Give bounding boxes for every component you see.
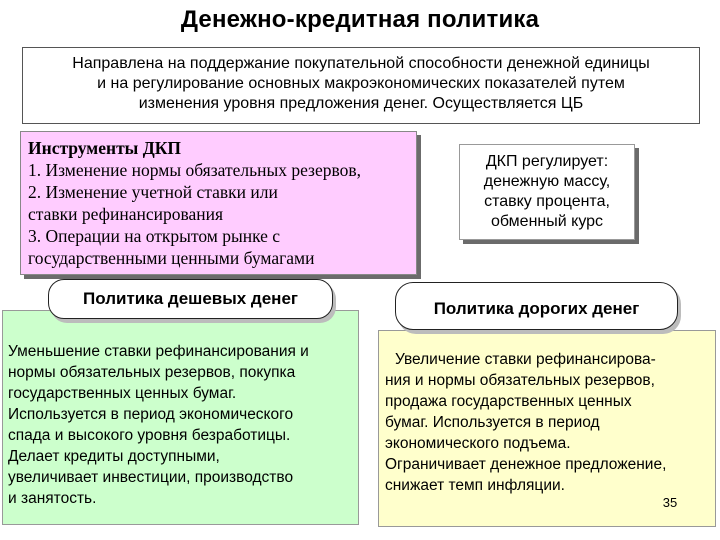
description-box xyxy=(22,47,700,124)
page-number: 35 xyxy=(662,495,678,510)
cheap-money-box xyxy=(2,310,359,525)
cheap-money-line: государственных ценных бумаг. xyxy=(8,385,237,402)
cheap-money-line: Уменьшение ставки рефинансирования и xyxy=(8,343,309,360)
instruments-heading: Инструменты ДКП xyxy=(28,138,182,158)
cheap-money-line: увеличивает инвестиции, производство xyxy=(8,469,294,486)
cheap-money-title: Политика дешевых денег xyxy=(48,279,333,319)
regulates-box xyxy=(459,144,635,240)
description-line: и на регулирование основных макроэкономических показателей путем xyxy=(97,75,625,92)
regulates-line: обменный курс xyxy=(490,213,604,230)
dear-money-line: Увеличение ставки рефинансирова- xyxy=(395,351,656,368)
regulates-line: ставку процента, xyxy=(484,193,610,210)
page-title: Денежно-кредитная политика xyxy=(180,6,540,33)
dear-money-line: бумаг. Используется в период xyxy=(385,414,600,431)
instrument-line: 2. Изменение учетной ставки или xyxy=(28,182,278,202)
regulates-line: денежную массу, xyxy=(483,173,611,190)
dear-money-line: продажа государственных ценных xyxy=(385,393,632,410)
instrument-line: 3. Операции на открытом рынке с xyxy=(28,226,281,246)
cheap-money-line: спада и высокого уровня безработицы. xyxy=(8,427,291,444)
cheap-money-line: и занятость. xyxy=(8,490,97,507)
description-line: Направлена на поддержание покупательной способности денежной единицы xyxy=(72,55,650,72)
dear-money-line: ния и нормы обязательных резервов, xyxy=(385,372,655,389)
dear-money-line: Ограничивает денежное предложение, xyxy=(385,456,667,473)
regulates-line: ДКП регулирует: xyxy=(485,153,609,170)
cheap-money-line: нормы обязательных резервов, покупка xyxy=(8,364,296,381)
instrument-line: государственными ценными бумагами xyxy=(28,248,315,268)
description-line: изменения уровня предложения денег. Осуществляется ЦБ xyxy=(138,95,584,112)
instrument-line: ставки рефинансирования xyxy=(28,204,224,224)
instrument-line: 1. Изменение нормы обязательных резервов, xyxy=(28,160,362,180)
instruments-box xyxy=(20,131,417,275)
dear-money-line: снижает темп инфляции. xyxy=(385,477,565,494)
cheap-money-line: Используется в период экономического xyxy=(8,406,294,423)
cheap-money-line: Делает кредиты доступными, xyxy=(8,448,220,465)
dear-money-line: экономического подъема. xyxy=(385,435,571,452)
dear-money-title: Политика дорогих денег xyxy=(395,282,678,330)
